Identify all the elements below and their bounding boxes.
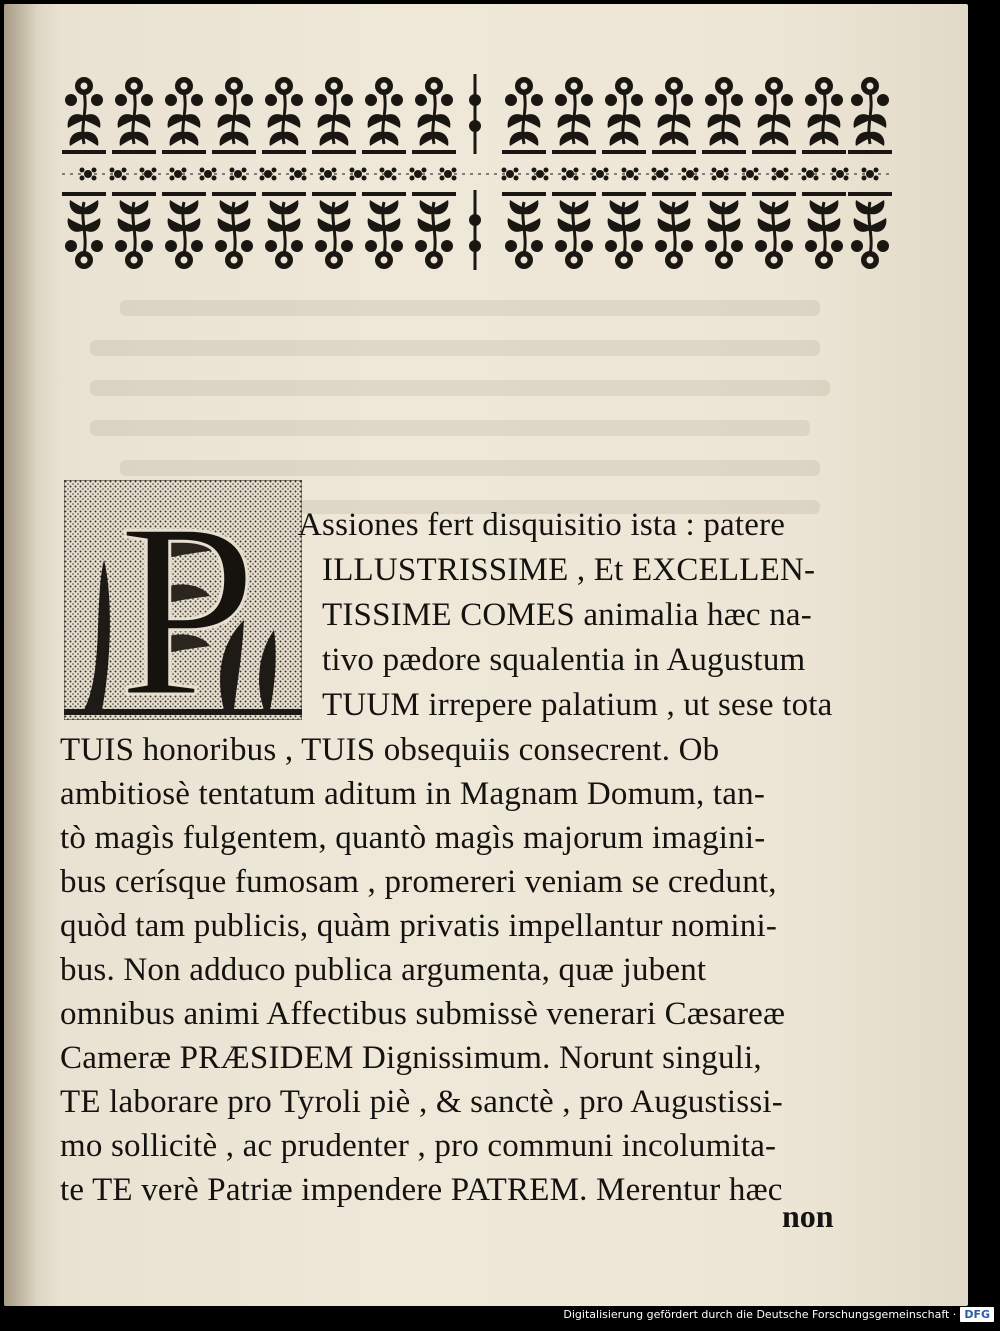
drop-cap-initial xyxy=(64,480,302,720)
text-line: te TE verè Patriæ impendere PATREM. Merentur hæc xyxy=(60,1172,783,1208)
dfg-logo-badge: DFG xyxy=(960,1307,994,1322)
text-line: mo sollicitè , ac prudenter , pro communi incolumita- xyxy=(60,1128,777,1164)
text-line: bus. Non adduco publica argumenta, quæ jubent xyxy=(60,952,707,988)
svg-text:P: P xyxy=(118,480,258,720)
text-line: Assiones fert disquisitio ista : patere xyxy=(298,507,786,543)
text-line: TUUM irrepere palatium , ut sese tota xyxy=(322,687,833,723)
text-line: ambitiosè tentatum aditum in Magnam Domum, tan- xyxy=(60,776,766,812)
footer-text: Digitalisierung gefördert durch die Deutsche Forschungsgemeinschaft · xyxy=(563,1307,957,1321)
drop-cap-letter xyxy=(118,480,257,720)
text-line: tò magìs fulgentem, quantò magìs majorum imagini- xyxy=(60,820,766,856)
ornamental-headpiece xyxy=(62,70,892,280)
catchword: non xyxy=(782,1198,834,1234)
text-line: TE laborare pro Tyroli piè , & sanctè , pro Augustissi- xyxy=(60,1084,783,1120)
digitization-footer xyxy=(563,1303,994,1325)
text-line: TUIS honoribus , TUIS obsequiis consecrent. Ob xyxy=(60,732,720,768)
text-line: TISSIME COMES animalia hæc na- xyxy=(322,597,812,633)
text-line: ILLUSTRISSIME , Et EXCELLEN- xyxy=(322,552,816,588)
text-line: quòd tam publicis, quàm privatis impellantur nomini- xyxy=(60,908,778,944)
text-line: omnibus animi Affectibus submissè venerari Cæsareæ xyxy=(60,996,786,1032)
text-line: Cameræ PRÆSIDEM Dignissimum. Norunt singuli, xyxy=(60,1040,762,1076)
text-line: tivo pædore squalentia in Augustum xyxy=(322,642,806,678)
text-line: bus cerísque fumosam , promereri veniam se credunt, xyxy=(60,864,777,900)
